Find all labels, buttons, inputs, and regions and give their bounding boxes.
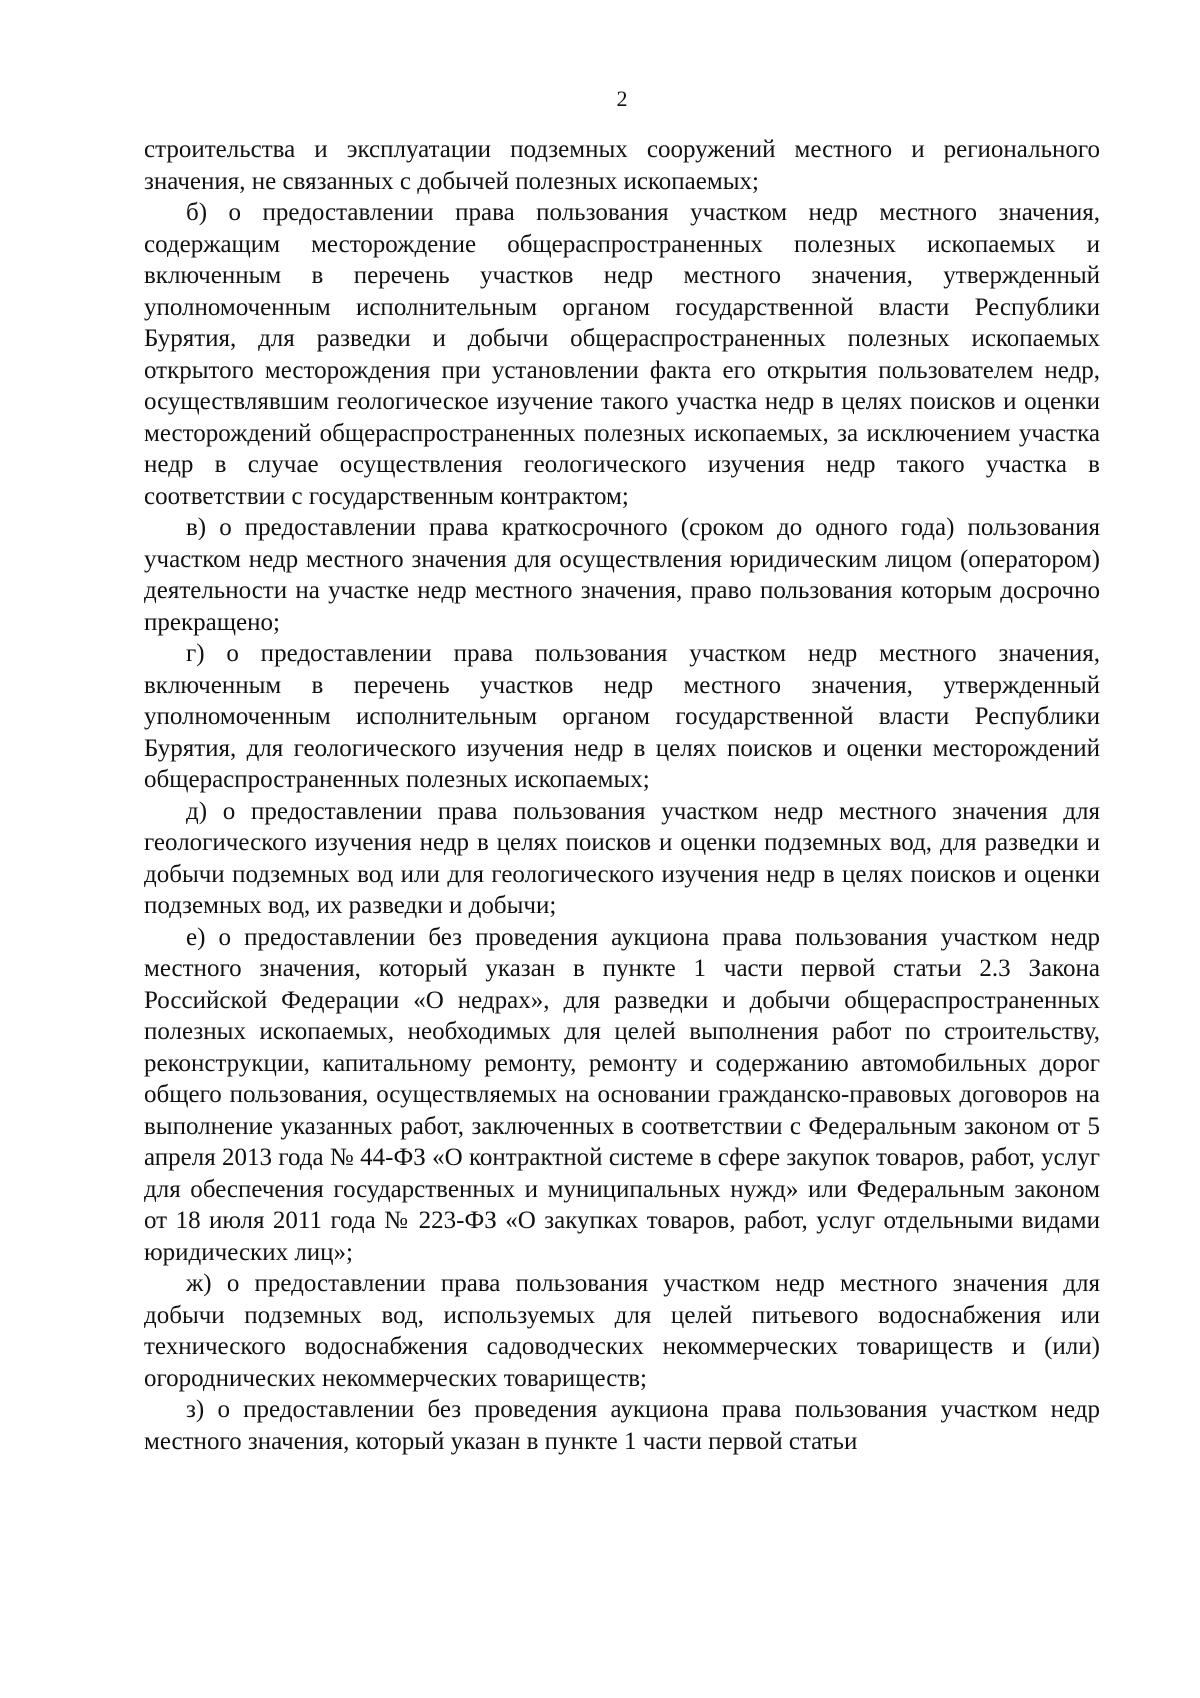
paragraph-item-d: д) о предоставлении права пользования участком недр местного значения для геологического изучения недр в целях поисков и оценки подземных вод, для разведки и добычи подземных вод или для геологического изучения недр в целях поисков и оценки подземных вод, их разведки и добычи; xyxy=(144,797,1100,919)
paragraph-item-zh: ж) о предоставлении права пользования участком недр местного значения для добычи подземных вод, используемых для целей питьевого водоснабжения или технического водоснабжения садоводческих некоммерческих товариществ и (или) огороднических некоммерческих товариществ; xyxy=(144,1270,1100,1392)
paragraph-item-b: б) о предоставлении права пользования участком недр местного значения, содержащим месторождение общераспространенных полезных ископаемых и включенным в перечень участков недр местного значения, утвержденный уполномоченным исполнительным органом государственной власти Республики Бурятия, для разведки и добычи общераспространенных полезных ископаемых открытого месторождения при установлении факта его открытия пользователем недр, осуществлявшим геологическое изучение такого участка недр в целях поисков и оценки месторождений общераспространенных полезных ископаемых, за исключением участка недр в случае осуществления геологического изучения недр такого участка в соответствии с государственным контрактом; xyxy=(144,199,1100,510)
page-number: 2 xyxy=(616,86,628,111)
paragraph-item-g: г) о предоставлении права пользования участком недр местного значения, включенным в перечень участков недр местного значения, утвержденный уполномоченным исполнительным органом государственной власти Республики Бурятия, для геологического изучения недр в целях поисков и оценки месторождений общераспространенных полезных ископаемых; xyxy=(144,640,1100,793)
paragraph-continuation: строительства и эксплуатации подземных сооружений местного и регионального значения, не связанных с добычей полезных ископаемых; xyxy=(144,136,1100,195)
paragraph-item-v: в) о предоставлении права краткосрочного (сроком до одного года) пользования участком недр местного значения для осуществления юридическим лицом (оператором) деятельности на участке недр местного значения, право пользования которым досрочно прекращено; xyxy=(144,514,1100,636)
document-body xyxy=(144,134,1100,1457)
paragraph-item-z: з) о предоставлении без проведения аукциона права пользования участком недр местного значения, который указан в пункте 1 части первой статьи xyxy=(144,1396,1100,1455)
paragraph-item-e: е) о предоставлении без проведения аукциона права пользования участком недр местного значения, который указан в пункте 1 части первой статьи 2.3 Закона Российской Федерации «О недрах», для разведки и добычи общераспространенных полезных ископаемых, необходимых для целей выполнения работ по строительству, реконструкции, капитальному ремонту, ремонту и содержанию автомобильных дорог общего пользования, осуществляемых на основании гражданско-правовых договоров на выполнение указанных работ, заключенных в соответствии с Федеральным законом от 5 апреля 2013 года № 44-ФЗ «О контрактной системе в сфере закупок товаров, работ, услуг для обеспечения государственных и муниципальных нужд» или Федеральным законом от 18 июля 2011 года № 223-ФЗ «О закупках товаров, работ, услуг отдельными видами юридических лиц»; xyxy=(144,923,1100,1266)
